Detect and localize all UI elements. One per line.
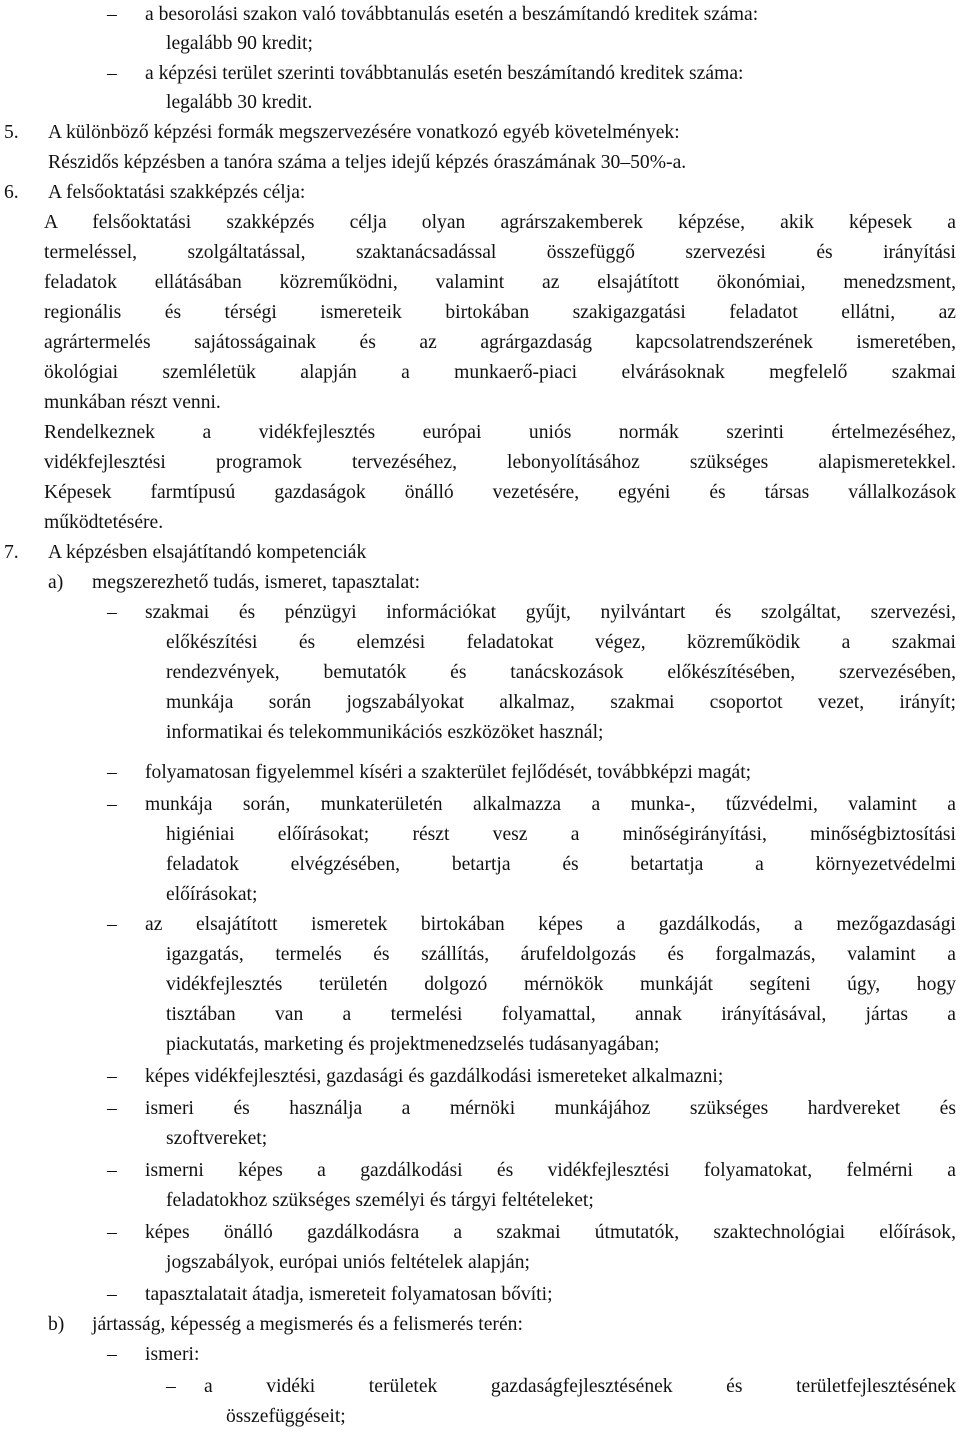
bullet-item-line: legalább 90 kredit; xyxy=(166,33,313,54)
bullet-item-line: munkája során, munkaterületén alkalmazza a munka-, tűzvédelmi, valamint a xyxy=(145,794,956,815)
bullet-item-line: folyamatosan figyelemmel kíséri a szakterület fejlődését, továbbképzi magát; xyxy=(145,762,752,783)
dash-bullet: – xyxy=(107,4,117,25)
bullet-item-line: a besorolási szakon való továbbtanulás esetén a beszámítandó kreditek száma: xyxy=(145,4,759,25)
dash-bullet: – xyxy=(166,1376,176,1397)
bullet-item-line: munkája során jogszabályokat alkalmaz, szakmai csoportot vezet, irányít; xyxy=(166,692,956,713)
bullet-item-line: feladatokhoz szükséges személyi és tárgyi feltételeket; xyxy=(166,1190,594,1211)
bullet-item-line: tisztában van a termelési folyamattal, annak irányításával, jártas a xyxy=(166,1004,956,1025)
dash-bullet: – xyxy=(107,602,117,623)
section-heading: A felsőoktatási szakképzés célja: xyxy=(48,182,306,203)
bullet-item-line: összefüggéseit; xyxy=(226,1406,346,1427)
paragraph-line: munkában részt venni. xyxy=(44,392,221,413)
section-number: 5. xyxy=(4,122,19,143)
bullet-item-line: jogszabályok, európai uniós feltételek alapján; xyxy=(166,1252,530,1273)
paragraph-line: ökológiai szemléletük alapján a munkaerő-piaci elvárásoknak megfelelő szakmai xyxy=(44,362,956,383)
paragraph-line: agrártermelés sajátosságainak és az agrárgazdaság kapcsolatrendszerének ismeretében, xyxy=(44,332,956,353)
subsection-heading: jártasság, képesség a megismerés és a felismerés terén: xyxy=(92,1314,523,1335)
bullet-item-line: előírásokat; xyxy=(166,884,258,905)
dash-bullet: – xyxy=(107,1344,117,1365)
paragraph-line: termeléssel, szolgáltatással, szaktanácsadással összefüggő szervezési és irányítási xyxy=(44,242,956,263)
bullet-item-line: feladatok elvégzésében, betartja és betartatja a környezetvédelmi xyxy=(166,854,956,875)
bullet-item-line: a vidéki területek gazdaságfejlesztésének és területfejlesztésének xyxy=(204,1376,956,1397)
bullet-item-line: rendezvények, bemutatók és tanácskozások előkészítésében, szervezésében, xyxy=(166,662,956,683)
paragraph-line: feladatok ellátásában közreműködni, valamint az elsajátított ökonómiai, menedzsment, xyxy=(44,272,956,293)
paragraph-line: Rendelkeznek a vidékfejlesztés európai uniós normák szerinti értelmezéséhez, xyxy=(44,422,956,443)
bullet-item-line: informatikai és telekommunikációs eszközöket használ; xyxy=(166,722,604,743)
dash-bullet: – xyxy=(107,63,117,84)
bullet-item-line: az elsajátított ismeretek birtokában képes a gazdálkodás, a mezőgazdasági xyxy=(145,914,956,935)
bullet-item-line: piackutatás, marketing és projektmenedzselés tudásanyagában; xyxy=(166,1034,660,1055)
dash-bullet: – xyxy=(107,914,117,935)
paragraph-line: működtetésére. xyxy=(44,512,164,533)
dash-bullet: – xyxy=(107,762,117,783)
bullet-item-line: tapasztalatait átadja, ismereteit folyamatosan bővíti; xyxy=(145,1284,553,1305)
paragraph-line: Részidős képzésben a tanóra száma a teljes idejű képzés óraszámának 30–50%-a. xyxy=(48,152,687,173)
bullet-item-line: ismeri: xyxy=(145,1344,200,1365)
paragraph-line: vidékfejlesztési programok tervezéséhez, lebonyolításához szükséges alapismeretekkel. xyxy=(44,452,956,473)
paragraph-line: regionális és térségi ismereteik birtokában szakigazgatási feladatot ellátni, az xyxy=(44,302,956,323)
section-number: 6. xyxy=(4,182,19,203)
bullet-item-line: előkészítési és elemzési feladatokat végez, közreműködik a szakmai xyxy=(166,632,956,653)
bullet-item-line: ismeri és használja a mérnöki munkájához szükséges hardvereket és xyxy=(145,1098,956,1119)
bullet-item-line: ismerni képes a gazdálkodási és vidékfejlesztési folyamatokat, felmérni a xyxy=(145,1160,956,1181)
section-number: 7. xyxy=(4,542,19,563)
paragraph-line: Képesek farmtípusú gazdaságok önálló vezetésére, egyéni és társas vállalkozások xyxy=(44,482,956,503)
bullet-item-line: igazgatás, termelés és szállítás, árufeldolgozás és forgalmazás, valamint a xyxy=(166,944,956,965)
list-label: b) xyxy=(48,1314,65,1335)
bullet-item-line: szoftvereket; xyxy=(166,1128,268,1149)
bullet-item-line: szakmai és pénzügyi információkat gyűjt, nyilvántart és szolgáltat, szervezési, xyxy=(145,602,956,623)
dash-bullet: – xyxy=(107,1160,117,1181)
subsection-heading: megszerezhető tudás, ismeret, tapasztalat: xyxy=(92,572,421,593)
dash-bullet: – xyxy=(107,1222,117,1243)
list-label: a) xyxy=(48,572,64,593)
bullet-item-line: képes önálló gazdálkodásra a szakmai útmutatók, szaktechnológiai előírások, xyxy=(145,1222,956,1243)
dash-bullet: – xyxy=(107,1066,117,1087)
dash-bullet: – xyxy=(107,1098,117,1119)
dash-bullet: – xyxy=(107,794,117,815)
bullet-item-line: képes vidékfejlesztési, gazdasági és gazdálkodási ismereteket alkalmazni; xyxy=(145,1066,724,1087)
paragraph-line: A felsőoktatási szakképzés célja olyan agrárszakemberek képzése, akik képesek a xyxy=(44,212,956,233)
bullet-item-line: legalább 30 kredit. xyxy=(166,92,313,113)
bullet-item-line: a képzési terület szerinti továbbtanulás esetén beszámítandó kreditek száma: xyxy=(145,63,744,84)
section-heading: A képzésben elsajátítandó kompetenciák xyxy=(48,542,367,563)
bullet-item-line: higiéniai előírásokat; részt vesz a minőségirányítási, minőségbiztosítási xyxy=(166,824,956,845)
section-heading: A különböző képzési formák megszervezésére vonatkozó egyéb követelmények: xyxy=(48,122,680,143)
bullet-item-line: vidékfejlesztés területén dolgozó mérnökök munkáját segíteni úgy, hogy xyxy=(166,974,956,995)
dash-bullet: – xyxy=(107,1284,117,1305)
